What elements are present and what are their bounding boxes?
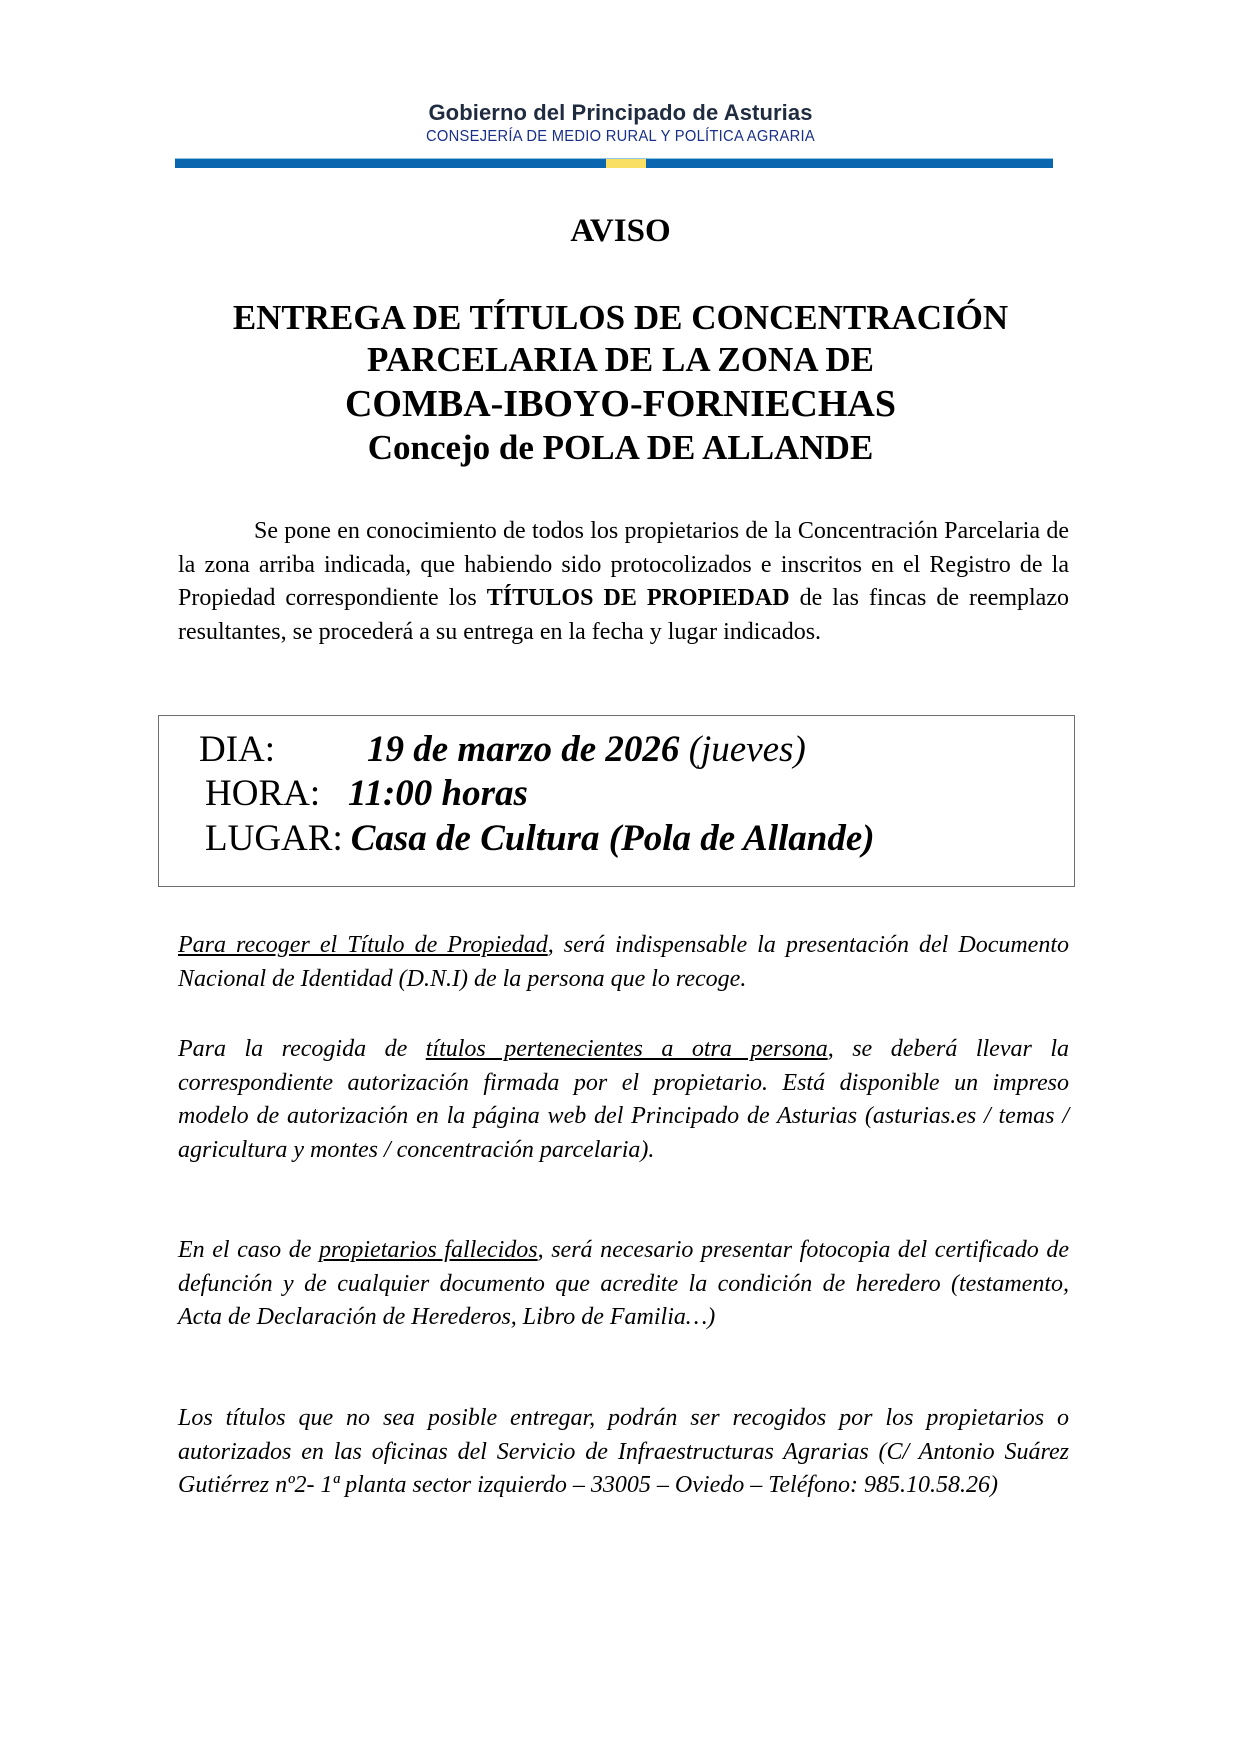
title-line-1: ENTREGA DE TÍTULOS DE CONCENTRACIÓN [232, 298, 1009, 337]
day-weekday: (jueves) [688, 729, 806, 770]
place-value: Casa de Cultura (Pola de Allande) [350, 818, 875, 859]
intro-paragraph [178, 515, 1069, 649]
para-3-text: , será necesario presentar fotocopia del certificado de defunción y de cualquier documento que acredite la condición de heredero (testamento, Acta de Declaración de Herederos, Libro de Familia…) [178, 1237, 1069, 1330]
authorization-paragraph [178, 1033, 1069, 1167]
para-2-before: Para la recogida de [178, 1036, 426, 1062]
para-1-underlined: Para recoger el Título de Propiedad [178, 932, 548, 958]
deceased-owners-paragraph [178, 1234, 1069, 1335]
para-1-text: , será indispensable la presentación del Documento Nacional de Identidad (D.N.I) de la persona que lo recoge. [178, 932, 1070, 992]
event-time-row [205, 772, 528, 815]
id-requirement-paragraph [178, 929, 1069, 996]
header-color-bar [175, 158, 1053, 168]
intro-text-before: Se pone en conocimiento de todos los propietarios de la Concentración Parcelaria de la zona arriba indicada, que habiendo sido protocolizados e inscritos en el Registro de la Propiedad correspondiente los [178, 518, 1069, 611]
notice-title [0, 297, 1241, 469]
header-accent-segment [606, 159, 646, 168]
time-value: 11:00 horas [348, 773, 528, 814]
para-4-text: Los títulos que no sea posible entregar, podrán ser recogidos por los propietarios o autorizados en las oficinas del Servicio de Infraestructuras Agrarias (C/ Antonio Suárez Gutiérrez nº2- 1ª planta sector izquierdo – 33005 – Oviedo – Teléfono: 985.10.58.26) [178, 1405, 1069, 1498]
title-line-2: PARCELARIA DE LA ZONA DE [367, 340, 874, 379]
notice-label: AVISO [570, 213, 671, 249]
place-label: LUGAR: [205, 818, 343, 859]
title-line-zone: COMBA-IBOYO-FORNIECHAS [344, 383, 897, 425]
department-name: CONSEJERÍA DE MEDIO RURAL Y POLÍTICA AGRARIA [426, 128, 815, 145]
title-line-council: Concejo de POLA DE ALLANDE [367, 428, 874, 467]
uncollected-titles-paragraph [178, 1402, 1069, 1503]
event-place-row [205, 817, 875, 860]
para-3-before: En el caso de [178, 1237, 319, 1263]
event-details-box [158, 715, 1075, 887]
event-day-row [199, 728, 806, 771]
day-label: DIA: [199, 729, 276, 770]
day-value: 19 de marzo de 2026 [367, 729, 680, 770]
intro-bold: TÍTULOS DE PROPIEDAD [486, 585, 790, 611]
government-name: Gobierno del Principado de Asturias [428, 100, 813, 125]
intro-text-after: de las fincas de reemplazo resultantes, se procederá a su entrega en la fecha y lugar indicados. [178, 585, 1069, 645]
time-label: HORA: [205, 773, 321, 814]
para-2-text: , se deberá llevar la correspondiente autorización firmada por el propietario. Está disponible un impreso modelo de autorización en la página web del Principado de Asturias (asturias.es / temas / agricultura y montes / concentración parcelaria). [178, 1036, 1069, 1163]
para-2-underlined: títulos pertenecientes a otra persona [425, 1036, 828, 1062]
para-3-underlined: propietarios fallecidos [318, 1237, 538, 1263]
